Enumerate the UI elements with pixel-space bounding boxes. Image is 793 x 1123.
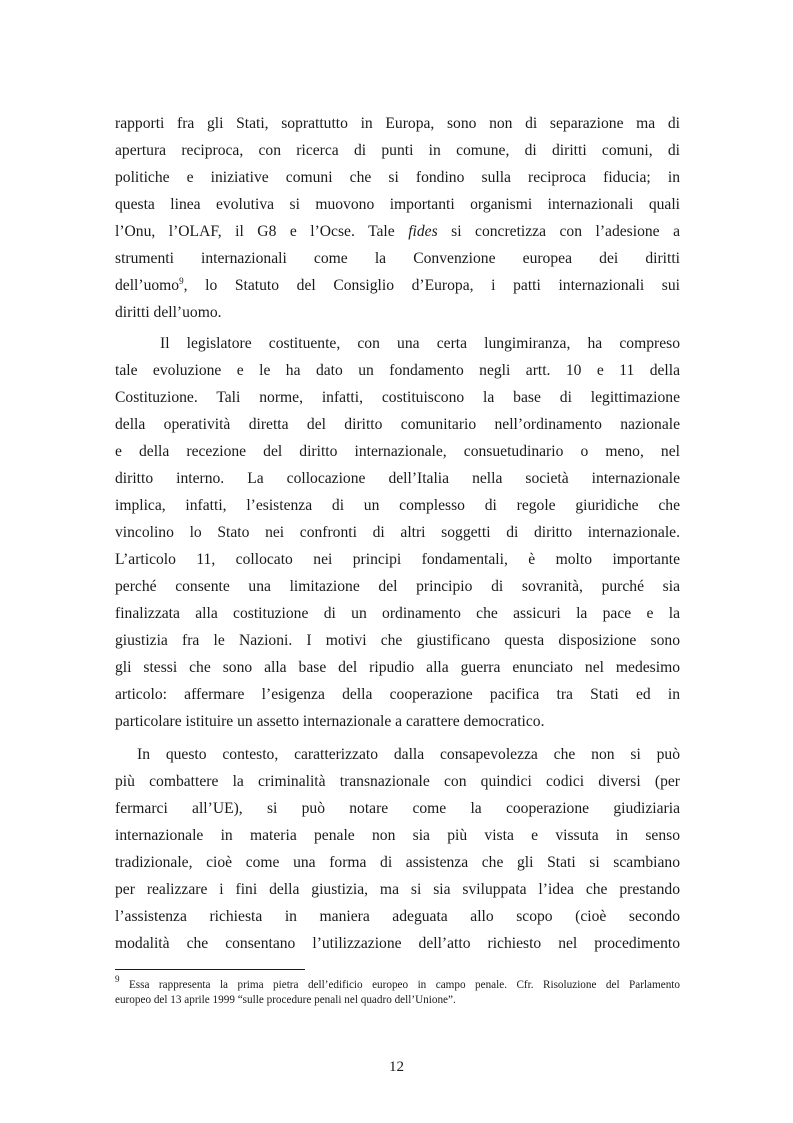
text-line: questa linea evolutiva si muovono importanti organismi internazionali quali [115, 196, 680, 213]
text-line [115, 218, 680, 245]
page-number: 12 [389, 1059, 404, 1075]
text-line: modalità che consentano l’utilizzazione dell’atto richiesto nel procedimento [115, 935, 680, 952]
text-line: tradizionale, cioè come una forma di assistenza che gli Stati si scambiano [115, 854, 680, 871]
text-line: diritti dell’uomo. [115, 304, 222, 321]
text-line: e della recezione del diritto internazionale, consuetudinario o meno, nel [115, 443, 680, 460]
italic-term-fides: fides [408, 223, 438, 240]
text-line: Costituzione. Tali norme, infatti, costituiscono la base di legittimazione [115, 389, 680, 406]
text-line: gli stessi che sono alla base del ripudio alla guerra enunciato nel medesimo [115, 659, 680, 676]
text-line: l’assistenza richiesta in maniera adeguata allo scopo (cioè secondo [115, 908, 680, 925]
text-line: apertura reciproca, con ricerca di punti in comune, di diritti comuni, di [115, 142, 680, 159]
text-line: articolo: affermare l’esigenza della cooperazione pacifica tra Stati ed in [115, 686, 680, 703]
footnote-line: europeo del 13 aprile 1999 “sulle procedure penali nel quadro dell’Unione”. [115, 994, 456, 1006]
footnote-marker: 9 [115, 974, 120, 984]
footnote-reference[interactable]: 9 [179, 276, 184, 286]
text-line: Il legislatore costituente, con una certa lungimiranza, ha compreso [160, 335, 680, 352]
text-line: perché consente una limitazione del principio di sovranità, purché sia [115, 578, 680, 595]
text-line: politiche e iniziative comuni che si fondino sulla reciproca fiducia; in [115, 169, 680, 186]
footnote-text: Essa rappresenta la prima pietra dell’edificio europeo in campo penale. Cfr. Risoluzione del Parlamento [119, 979, 680, 991]
text-line: diritto interno. La collocazione dell’Italia nella società internazionale [115, 470, 680, 487]
text-line: fermarci all’UE), si può notare come la cooperazione giudiziaria [115, 800, 680, 817]
text-line: finalizzata alla costituzione di un ordinamento che assicuri la pace e la [115, 605, 680, 622]
text-line: per realizzare i fini della giustizia, ma si sia sviluppata l’idea che prestando [115, 881, 680, 898]
footnote-line [115, 974, 680, 993]
text-line: L’articolo 11, collocato nei principi fondamentali, è molto importante [115, 551, 680, 568]
text-span: si concretizza con l’adesione a [437, 223, 680, 240]
text-line [115, 272, 680, 299]
text-span: , lo Statuto del Consiglio d’Europa, i patti internazionali sui [183, 277, 680, 294]
text-line: particolare istituire un assetto internazionale a carattere democratico. [115, 713, 545, 730]
text-line: strumenti internazionali come la Convenzione europea dei diritti [115, 250, 680, 267]
text-line: implica, infatti, l’esistenza di un complesso di regole giuridiche che [115, 497, 680, 514]
text-line: internazionale in materia penale non sia più vista e vissuta in senso [115, 827, 680, 844]
text-line: tale evoluzione e le ha dato un fondamento negli artt. 10 e 11 della [115, 362, 680, 379]
footnote-separator [115, 969, 305, 970]
text-span: l’Onu, l’OLAF, il G8 e l’Ocse. Tale [115, 223, 409, 240]
text-line: della operatività diretta del diritto comunitario nell’ordinamento nazionale [115, 416, 680, 433]
text-line: vincolino lo Stato nei confronti di altri soggetti di diritto internazionale. [115, 524, 680, 541]
text-line: più combattere la criminalità transnazionale con quindici codici diversi (per [115, 773, 680, 790]
text-line: giustizia fra le Nazioni. I motivi che giustificano questa disposizione sono [115, 632, 680, 649]
text-line: In questo contesto, caratterizzato dalla consapevolezza che non si può [137, 746, 680, 763]
text-span: dell’uomo [115, 277, 180, 294]
text-line: rapporti fra gli Stati, soprattutto in Europa, sono non di separazione ma di [115, 115, 680, 132]
